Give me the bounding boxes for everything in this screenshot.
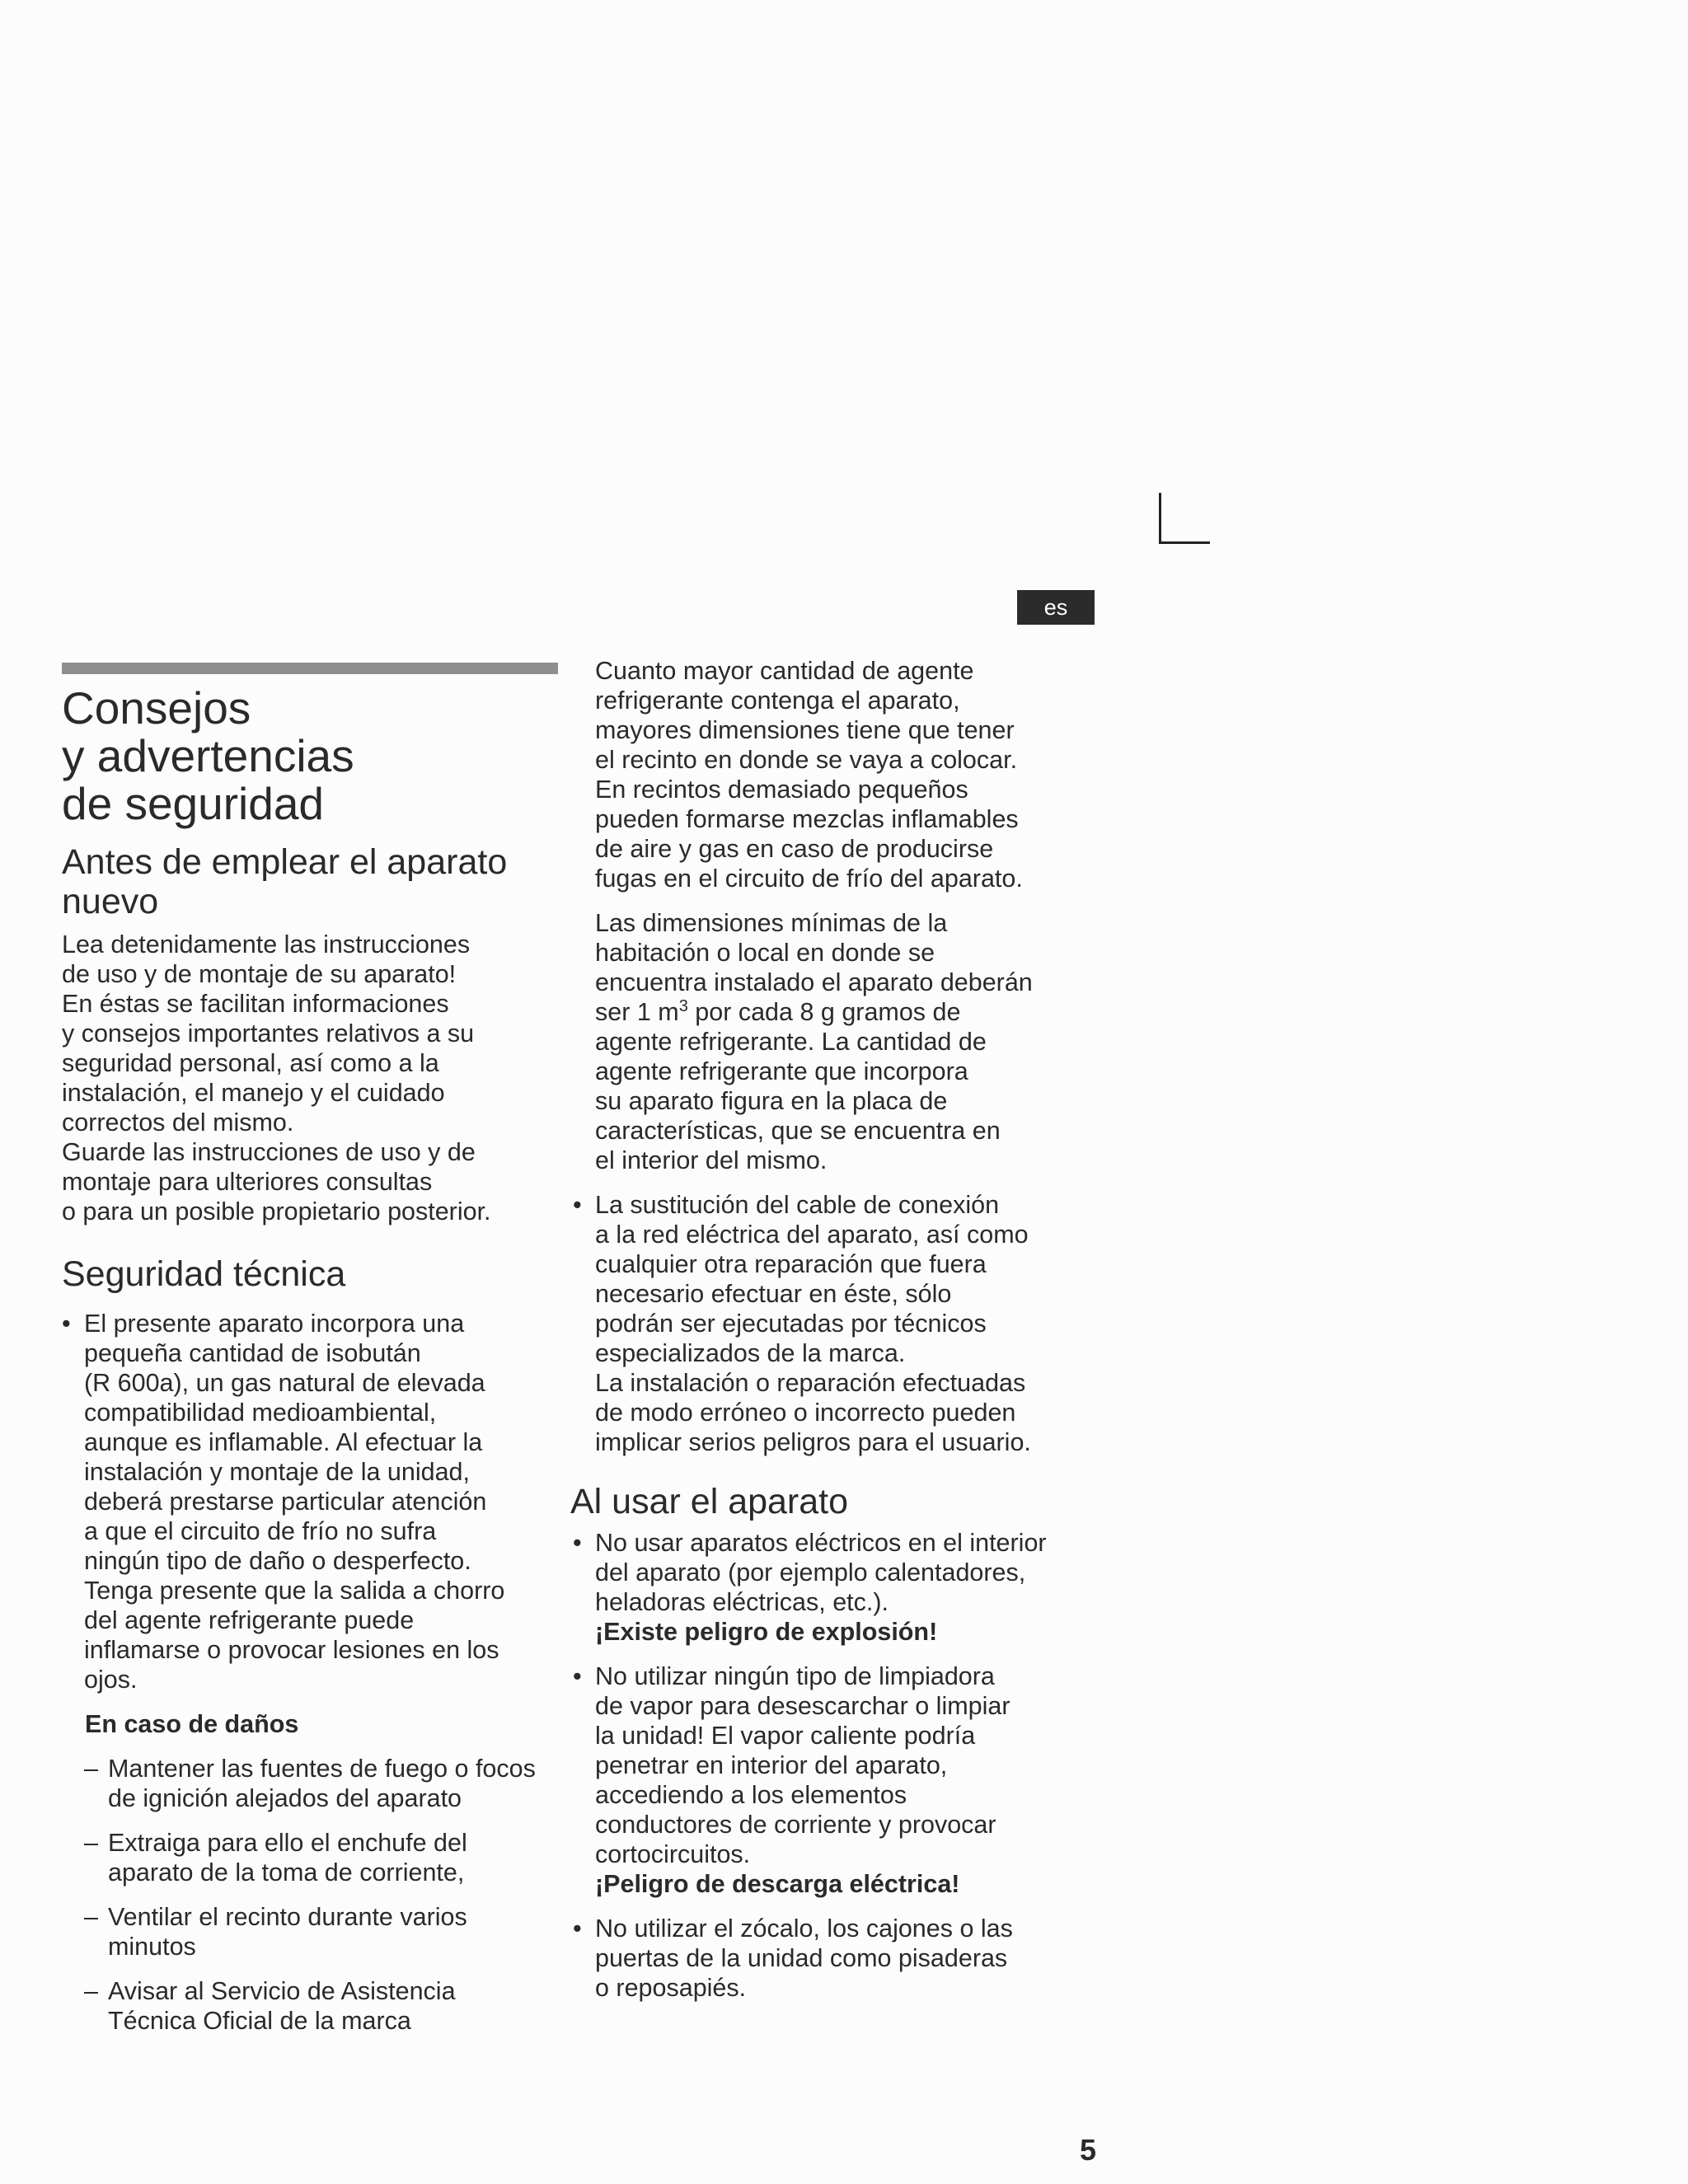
bullet-marker: • — [573, 1191, 582, 1219]
text-line: o reposapiés. — [595, 1974, 747, 2002]
text-line: No utilizar el zócalo, los cajones o las — [595, 1915, 1013, 1943]
text-line: deberá prestarse particular atención — [84, 1488, 487, 1516]
bullet-marker: • — [62, 1310, 71, 1338]
text-line: de aire y gas en caso de producirse — [595, 835, 994, 863]
text-line: Cuanto mayor cantidad de agente — [595, 657, 974, 685]
text-line: cortocircuitos. — [595, 1840, 751, 1868]
bullet-steam-cleaner — [573, 1661, 1106, 1899]
text-line: ningún tipo de daño o desperfecto. — [84, 1547, 471, 1575]
text-line: de vapor para desescarchar o limpiar — [595, 1692, 1010, 1720]
text-line: podrán ser ejecutadas por técnicos — [595, 1310, 987, 1338]
crop-mark-vertical — [1159, 493, 1161, 544]
text-line: heladoras eléctricas, etc.). — [595, 1588, 889, 1616]
text-line: aparato de la toma de corriente, — [108, 1858, 465, 1886]
text-line: ser 1 m — [595, 998, 679, 1026]
text-line: instalación, el manejo y el cuidado — [62, 1079, 445, 1107]
refrigerant-paragraph — [595, 656, 1106, 893]
subtitle: Antes de emplear el aparato nuevo — [62, 842, 508, 921]
text-line: fugas en el circuito de frío del aparato. — [595, 865, 1023, 893]
text-line: puertas de la unidad como pisaderas — [595, 1944, 1008, 1972]
text-line: refrigerante contenga el aparato, — [595, 687, 960, 715]
text-line: cualquier otra reparación que fuera — [595, 1250, 987, 1278]
electric-shock-warning: ¡Peligro de descarga eléctrica! — [595, 1870, 960, 1898]
bullet-marker: • — [573, 1529, 582, 1557]
text-line: ojos. — [84, 1666, 138, 1694]
text-line: El presente aparato incorpora una — [84, 1310, 465, 1338]
text-line: Mantener las fuentes de fuego o focos — [108, 1755, 536, 1783]
text-line: Avisar al Servicio de Asistencia — [108, 1977, 456, 2005]
text-line: y consejos importantes relativos a su — [62, 1019, 475, 1047]
dash-marker: – — [84, 1903, 98, 1931]
text-line: el recinto en donde se vaya a colocar. — [595, 746, 1018, 774]
section-rule — [62, 663, 558, 674]
damage-item — [62, 1754, 573, 1813]
text-line: pueden formarse mezclas inflamables — [595, 805, 1019, 833]
text-line: implicar serios peligros para el usuario. — [595, 1428, 1031, 1456]
text-line: accediendo a los elementos — [595, 1781, 907, 1809]
crop-mark-horizontal — [1159, 541, 1210, 544]
text-line: La instalación o reparación efectuadas — [595, 1369, 1026, 1397]
text-line: (R 600a), un gas natural de elevada — [84, 1369, 485, 1397]
bullet-electric-appliances — [573, 1528, 1106, 1647]
title-line: y advertencias — [62, 730, 354, 781]
text-line: minutos — [108, 1933, 196, 1961]
text-line: de ignición alejados del aparato — [108, 1784, 462, 1812]
text-line: características, que se encuentra en — [595, 1117, 1001, 1145]
text-line: la unidad! El vapor caliente podría — [595, 1722, 976, 1750]
text-line: La sustitución del cable de conexión — [595, 1191, 1000, 1219]
section-heading-usar: Al usar el aparato — [570, 1482, 849, 1521]
intro-paragraph — [62, 930, 573, 1226]
text-line: conductores de corriente y provocar — [595, 1811, 996, 1839]
text-line: especializados de la marca. — [595, 1339, 906, 1367]
text-line: aunque es inflamable. Al efectuar la — [84, 1428, 483, 1456]
text-line: agente refrigerante. La cantidad de — [595, 1028, 987, 1056]
damage-heading: En caso de daños — [85, 1710, 299, 1738]
bullet-isobutan — [62, 1309, 573, 1694]
dimensions-paragraph — [595, 908, 1106, 1175]
text-line: su aparato figura en la placa de — [595, 1087, 948, 1115]
text-line: a que el circuito de frío no sufra — [84, 1517, 437, 1545]
damage-item — [62, 1828, 573, 1887]
text-line: de uso y de montaje de su aparato! — [62, 960, 457, 988]
dash-marker: – — [84, 1977, 98, 2005]
title-line: Consejos — [62, 682, 251, 733]
text-line: de modo erróneo o incorrecto pueden — [595, 1399, 1016, 1427]
text-line: inflamarse o provocar lesiones en los — [84, 1636, 499, 1664]
left-column — [62, 684, 573, 2050]
text-line: No usar aparatos eléctricos en el interior — [595, 1529, 1047, 1557]
text-line: No utilizar ningún tipo de limpiadora — [595, 1662, 995, 1690]
text-line: del aparato (por ejemplo calentadores, — [595, 1558, 1026, 1586]
text-line: Las dimensiones mínimas de la — [595, 909, 948, 937]
text-line: Técnica Oficial de la marca — [108, 2007, 411, 2035]
damage-item — [62, 1976, 573, 2036]
text-line: el interior del mismo. — [595, 1146, 828, 1174]
title-line: de seguridad — [62, 778, 325, 829]
text-line: necesario efectuar en éste, sólo — [595, 1280, 952, 1308]
language-tag: es — [1017, 590, 1095, 625]
page-title — [62, 684, 573, 827]
text-line: Guarde las instrucciones de uso y de — [62, 1138, 476, 1166]
text-line: a la red eléctrica del aparato, así como — [595, 1221, 1029, 1249]
text-line: mayores dimensiones tiene que tener — [595, 716, 1015, 744]
right-column — [570, 656, 1106, 2003]
text-line: habitación o local en donde se — [595, 939, 935, 967]
text-line: Lea detenidamente las instrucciones — [62, 930, 471, 958]
text-line: Extraiga para ello el enchufe del — [108, 1829, 467, 1857]
text-line: del agente refrigerante puede — [84, 1606, 415, 1634]
text-line: Ventilar el recinto durante varios — [108, 1903, 467, 1931]
text-line: pequeña cantidad de isobután — [84, 1339, 421, 1367]
explosion-warning: ¡Existe peligro de explosión! — [595, 1618, 938, 1646]
text-line: penetrar en interior del aparato, — [595, 1751, 948, 1779]
text-line: por cada 8 g gramos de — [687, 998, 961, 1026]
page-number: 5 — [1079, 2133, 1096, 2167]
text-line: Tenga presente que la salida a chorro — [84, 1577, 505, 1605]
damage-item — [62, 1902, 573, 1961]
bullet-marker: • — [573, 1915, 582, 1943]
text-line: En éstas se facilitan informaciones — [62, 990, 449, 1018]
bullet-cable — [573, 1190, 1106, 1457]
dash-marker: – — [84, 1755, 98, 1783]
text-line: correctos del mismo. — [62, 1108, 294, 1137]
text-line: compatibilidad medioambiental, — [84, 1399, 437, 1427]
text-line: En recintos demasiado pequeños — [595, 776, 968, 804]
superscript: 3 — [678, 996, 688, 1015]
dash-marker: – — [84, 1829, 98, 1857]
section-heading-seguridad: Seguridad técnica — [62, 1254, 346, 1294]
text-line: encuentra instalado el aparato deberán — [595, 968, 1033, 996]
text-line: agente refrigerante que incorpora — [595, 1057, 968, 1085]
text-line: o para un posible propietario posterior. — [62, 1197, 491, 1226]
text-line: montaje para ulteriores consultas — [62, 1168, 433, 1196]
text-line: instalación y montaje de la unidad, — [84, 1458, 470, 1486]
text-line: seguridad personal, así como a la — [62, 1049, 439, 1077]
bullet-marker: • — [573, 1662, 582, 1690]
bullet-step-usage — [573, 1914, 1106, 2003]
